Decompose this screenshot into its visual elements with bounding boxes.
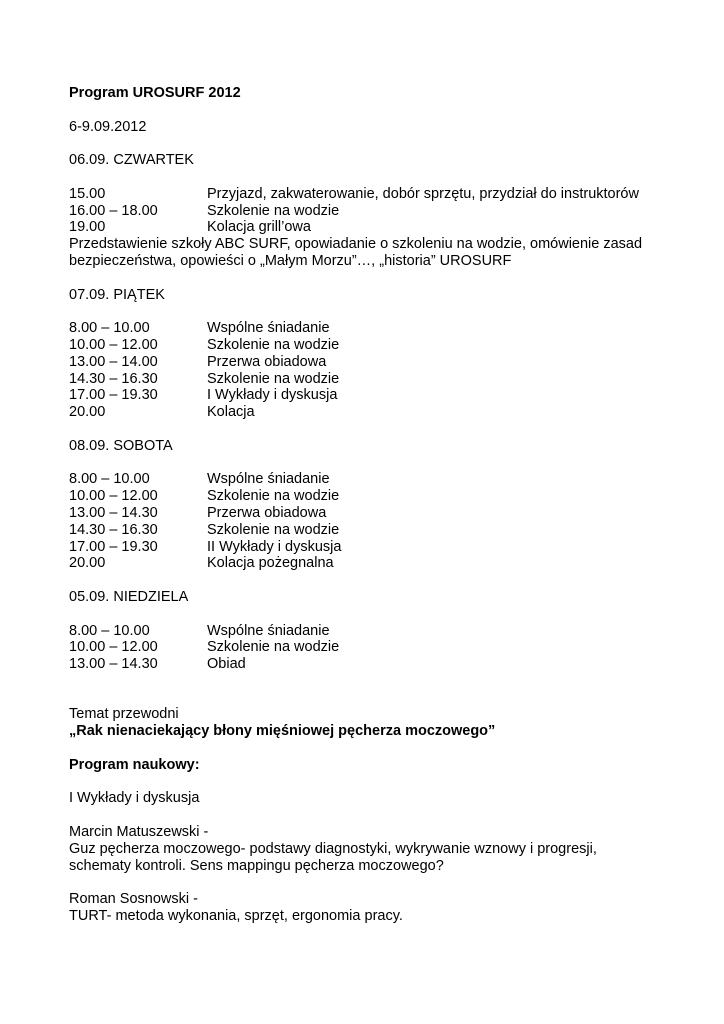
schedule-time: 15.00 <box>69 185 106 202</box>
schedule-activity: Szkolenie na wodzie <box>207 336 340 353</box>
schedule-activity: Wspólne śniadanie <box>207 320 330 337</box>
schedule-activity: Obiad <box>207 656 246 673</box>
schedule-row <box>69 539 699 556</box>
day-heading: 05.09. NIEDZIELA <box>69 588 189 605</box>
schedule-activity: II Wykłady i dyskusja <box>207 538 342 555</box>
schedule-row <box>69 623 699 640</box>
science-section: I Wykłady i dyskusja <box>69 790 200 807</box>
schedule-row <box>69 656 699 673</box>
schedule-activity: Szkolenie na wodzie <box>207 488 340 505</box>
day-note: Przedstawienie szkoły ABC SURF, opowiadanie o szkoleniu na wodzie, omówienie zasad bezpieczeństwa, opowieści o „Małym Morzu”…, „historia” UROSURF <box>69 236 643 269</box>
schedule-row <box>69 186 699 203</box>
day-heading: 07.09. PIĄTEK <box>69 286 165 303</box>
theme-label: Temat przewodni <box>69 706 179 723</box>
schedule-activity: Kolacja <box>207 404 255 421</box>
schedule-time: 13.00 – 14.30 <box>69 504 158 521</box>
schedule-time: 14.30 – 16.30 <box>69 521 158 538</box>
schedule-activity: Szkolenie na wodzie <box>207 202 340 219</box>
schedule-time: 10.00 – 12.00 <box>69 639 158 656</box>
schedule-activity: Szkolenie na wodzie <box>207 370 340 387</box>
talk-topic-line: schematy kontroli. Sens mappingu pęcherza moczowego? <box>69 857 444 874</box>
schedule-time: 17.00 – 19.30 <box>69 387 158 404</box>
schedule-time: 13.00 – 14.00 <box>69 353 158 370</box>
schedule-activity: Kolacja grill’owa <box>207 219 311 236</box>
schedule-time: 16.00 – 18.00 <box>69 202 158 219</box>
schedule-activity: Szkolenie na wodzie <box>207 639 340 656</box>
schedule-activity: Szkolenie na wodzie <box>207 521 340 538</box>
document-title: Program UROSURF 2012 <box>69 85 241 101</box>
schedule-activity: Przyjazd, zakwaterowanie, dobór sprzętu, przydział do instruktorów <box>207 185 639 202</box>
schedule-row <box>69 354 699 371</box>
schedule-activity: Przerwa obiadowa <box>207 504 327 521</box>
schedule-row <box>69 471 699 488</box>
schedule-time: 8.00 – 10.00 <box>69 471 150 488</box>
science-heading: Program naukowy: <box>69 756 200 773</box>
document-content <box>69 85 699 925</box>
schedule-row <box>69 505 699 522</box>
day-heading: 08.09. SOBOTA <box>69 437 173 454</box>
talk-topic-line: Guz pęcherza moczowego- podstawy diagnostyki, wykrywanie wznowy i progresji, <box>69 840 597 857</box>
schedule-time: 19.00 <box>69 219 106 236</box>
schedule-time: 14.30 – 16.30 <box>69 370 158 387</box>
schedule-activity: Kolacja pożegnalna <box>207 555 334 572</box>
schedule-activity: Przerwa obiadowa <box>207 353 327 370</box>
schedule-activity: I Wykłady i dyskusja <box>207 387 338 404</box>
schedule-activity: Wspólne śniadanie <box>207 622 330 639</box>
schedule-row <box>69 404 699 421</box>
theme-title: „Rak nienaciekający błony mięśniowej pęcherza moczowego” <box>69 723 496 740</box>
schedule-time: 20.00 <box>69 404 106 421</box>
schedule-row <box>69 203 699 220</box>
schedule-time: 8.00 – 10.00 <box>69 320 150 337</box>
day-heading: 06.09. CZWARTEK <box>69 152 194 169</box>
schedule-row <box>69 219 699 236</box>
schedule-row <box>69 337 699 354</box>
schedule-time: 17.00 – 19.30 <box>69 538 158 555</box>
schedule-time: 20.00 <box>69 555 106 572</box>
schedule-time: 13.00 – 14.30 <box>69 656 158 673</box>
schedule-row <box>69 639 699 656</box>
talk-topic-line: TURT- metoda wykonania, sprzęt, ergonomia pracy. <box>69 908 403 925</box>
schedule-activity: Wspólne śniadanie <box>207 471 330 488</box>
schedule-row <box>69 488 699 505</box>
schedule-row <box>69 387 699 404</box>
schedule-row <box>69 522 699 539</box>
event-dates: 6-9.09.2012 <box>69 118 147 135</box>
talk-speaker: Roman Sosnowski - <box>69 891 198 908</box>
schedule-row <box>69 320 699 337</box>
schedule-time: 10.00 – 12.00 <box>69 488 158 505</box>
schedule-time: 10.00 – 12.00 <box>69 336 158 353</box>
talk-speaker: Marcin Matuszewski - <box>69 824 209 841</box>
schedule-row <box>69 555 699 572</box>
schedule-time: 8.00 – 10.00 <box>69 622 150 639</box>
schedule-row <box>69 371 699 388</box>
